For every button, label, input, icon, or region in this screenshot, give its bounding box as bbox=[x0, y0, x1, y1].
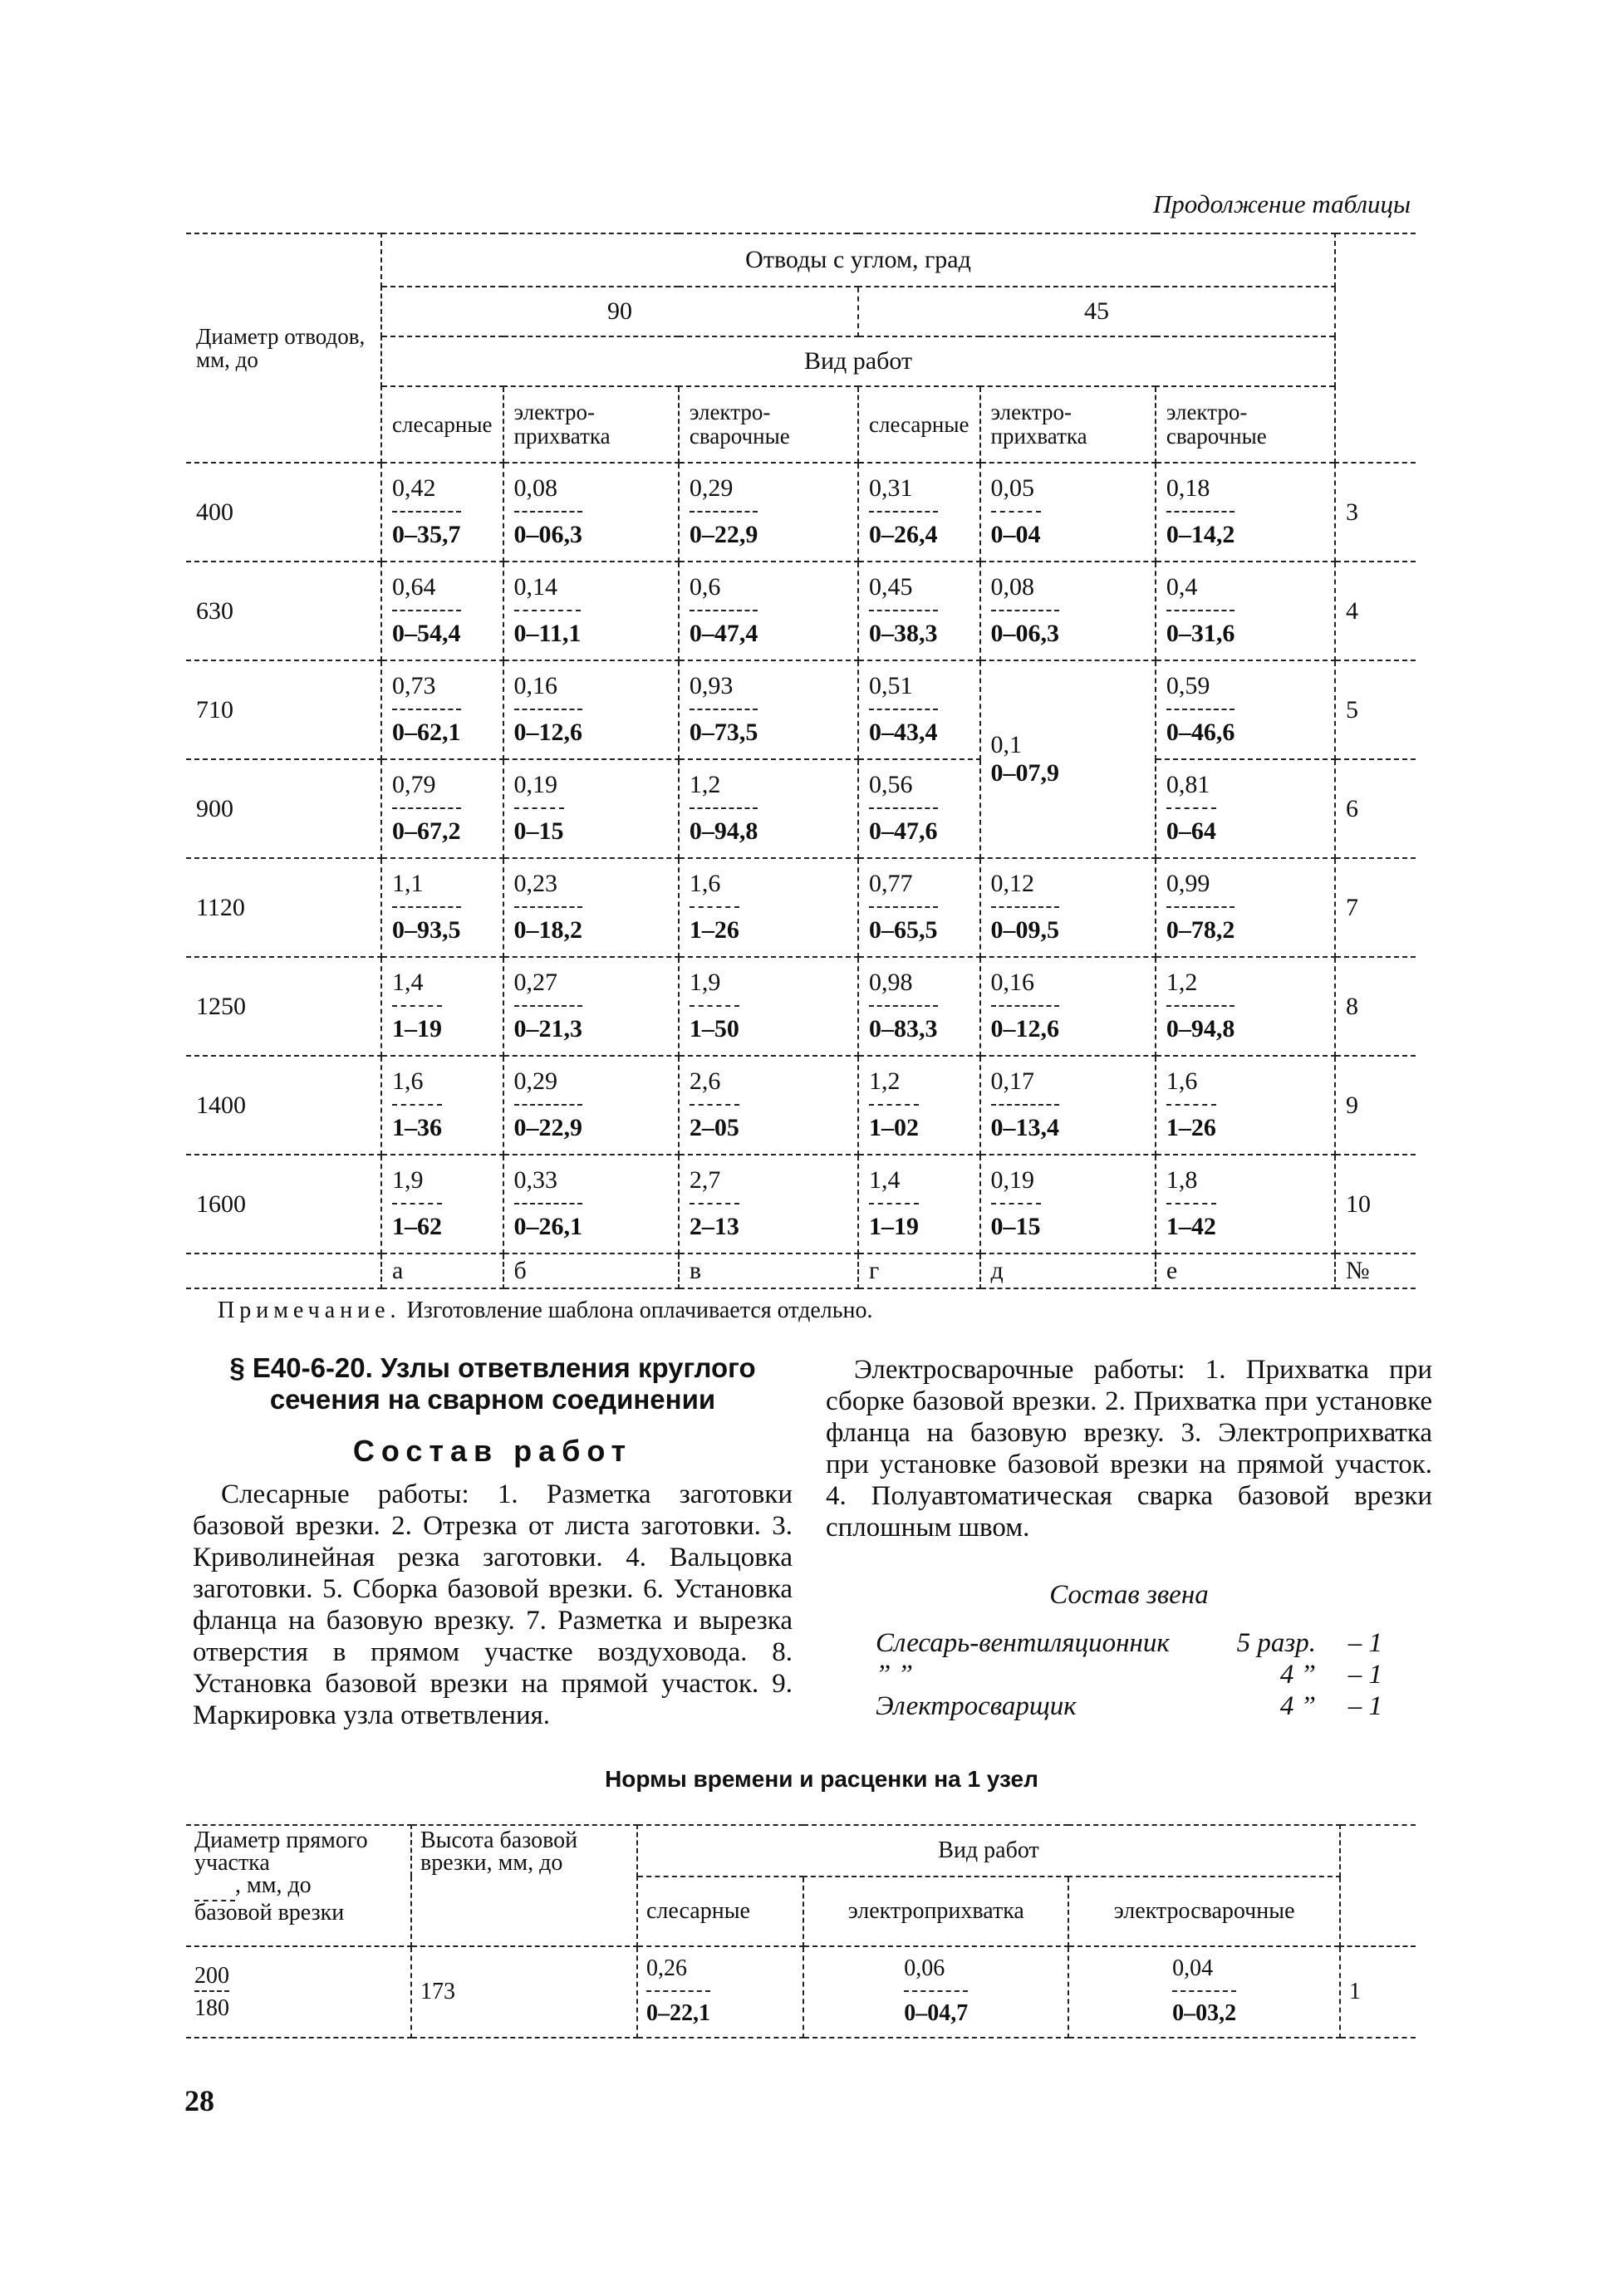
height-header: Высота базовой врезки, мм, до bbox=[411, 1825, 637, 1946]
welding-works-text: Электросварочные работы: 1. Прихватка при сборке базовой врезки. 2. Прихватка при установке фланца на базовую врезку. 3. Электроприхватка при установке базовой врезки на прямой участок. 4. Полуавтоматическая сварка базовой врезки сплошным швом. bbox=[826, 1355, 1432, 1543]
composition-title: Состав работ bbox=[352, 1434, 633, 1468]
row-number: 3 bbox=[1335, 463, 1416, 562]
row-number: 4 bbox=[1335, 562, 1416, 660]
rate-cell: $\frac{2,6}{2-05}$ bbox=[689, 1067, 739, 1141]
work-type-header-2: Вид работ bbox=[637, 1825, 1340, 1877]
row-diameter-2: $\frac{200}{180}$ bbox=[186, 1946, 411, 2038]
row-diameter: 710 bbox=[186, 660, 381, 759]
col-weld-45: электро-сварочные bbox=[1156, 386, 1335, 463]
rate-cell: $\frac{1,4}{1-19}$ bbox=[869, 1165, 919, 1240]
col-tack-2: электроприхватка bbox=[803, 1877, 1068, 1946]
norms-table-elbows bbox=[186, 233, 1416, 1289]
rate-cell: $\frac{0,06}{0-04,7}$ bbox=[904, 1955, 969, 2026]
rate-cell: $\frac{0,16}{0-12,6}$ bbox=[990, 968, 1059, 1043]
rate-cell: $\frac{0,73}{0-62,1}$ bbox=[392, 671, 461, 746]
rate-cell: $\frac{0,19}{0-15}$ bbox=[513, 770, 564, 845]
crew-list bbox=[876, 1627, 1432, 1722]
table-row bbox=[186, 858, 1416, 957]
rate-cell: $\frac{1,2}{0-94,8}$ bbox=[689, 770, 758, 845]
rate-cell: $\frac{0,98}{0-83,3}$ bbox=[869, 968, 938, 1043]
rate-cell: $\frac{1,2}{0-94,8}$ bbox=[1166, 968, 1235, 1043]
rate-cell: $\frac{0,29}{0-22,9}$ bbox=[513, 1067, 582, 1141]
row-diameter: 1600 bbox=[186, 1155, 381, 1253]
rate-cell: $\frac{0,59}{0-46,6}$ bbox=[1166, 671, 1235, 746]
col-letter: а bbox=[381, 1253, 503, 1288]
rate-cell: $\frac{1,2}{1-02}$ bbox=[869, 1067, 919, 1141]
row-number: 7 bbox=[1335, 858, 1416, 957]
rate-cell: $\frac{0,99}{0-78,2}$ bbox=[1166, 869, 1235, 944]
rate-cell: $\frac{0,14}{0-11,1}$ bbox=[513, 572, 582, 647]
note-text: Изготовление шаблона оплачивается отдельно. bbox=[400, 1298, 873, 1323]
col-locksmith-45: слесарные bbox=[858, 386, 980, 463]
rate-cell: $\frac{1,6}{1-26}$ bbox=[689, 869, 739, 944]
row-number: 10 bbox=[1335, 1155, 1416, 1253]
rate-cell: $\frac{0,23}{0-18,2}$ bbox=[513, 869, 582, 944]
rate-cell: $\frac{0,56}{0-47,6}$ bbox=[869, 770, 938, 845]
rate-cell: $\frac{0,04}{0-03,2}$ bbox=[1172, 1955, 1237, 2026]
diameter-header: Диаметр отводов, мм, до bbox=[186, 233, 381, 463]
row-diameter: 630 bbox=[186, 562, 381, 660]
rate-cell: $\frac{1,6}{1-26}$ bbox=[1166, 1067, 1216, 1141]
row-diameter: 400 bbox=[186, 463, 381, 562]
row-height: 173 bbox=[411, 1946, 637, 2038]
rate-cell: $\frac{0,18}{0-14,2}$ bbox=[1166, 473, 1235, 548]
table-row bbox=[186, 957, 1416, 1056]
col-letter: е bbox=[1156, 1253, 1335, 1288]
rate-cell: $\frac{0,4}{0-31,6}$ bbox=[1166, 572, 1235, 647]
rate-cell: $\frac{2,7}{2-13}$ bbox=[689, 1165, 739, 1240]
col-locksmith-2: слесарные bbox=[637, 1877, 803, 1946]
rate-cell: $\frac{0,08}{0-06,3}$ bbox=[513, 473, 582, 548]
letters-row bbox=[186, 1253, 1416, 1288]
section-title-line1: § Е40-6-20. Узлы ответвления круглого bbox=[229, 1352, 756, 1383]
col-locksmith-90: слесарные bbox=[381, 386, 503, 463]
crew-row: Слесарь-вентиляционник 5 разр. – 1 bbox=[876, 1628, 1382, 1658]
diameter-straight-header: Диаметр прямого участка , мм, до базовой врезки bbox=[186, 1825, 411, 1946]
crew-title: Состав звена bbox=[1049, 1580, 1209, 1610]
table-row bbox=[186, 1946, 1416, 2038]
norms-table-branches bbox=[186, 1824, 1416, 2038]
rate-cell: $\frac{0,6}{0-47,4}$ bbox=[689, 572, 758, 647]
rate-cell: $\frac{1,4}{1-19}$ bbox=[392, 968, 442, 1043]
rate-cell: $\frac{1,8}{1-42}$ bbox=[1166, 1165, 1216, 1240]
rate-cell: $\frac{0,81}{0-64}$ bbox=[1166, 770, 1216, 845]
crew-row: ” ” 4 ” – 1 bbox=[876, 1660, 1382, 1690]
table-row bbox=[186, 1056, 1416, 1155]
rate-cell: $\frac{0,79}{0-67,2}$ bbox=[392, 770, 461, 845]
note-label: Примечание. bbox=[218, 1298, 401, 1323]
angle-header: Отводы с углом, град bbox=[381, 233, 1335, 287]
col-letter: д bbox=[980, 1253, 1156, 1288]
col-tack-45: электро-прихватка bbox=[980, 386, 1156, 463]
rate-cell: $\frac{0,17}{0-13,4}$ bbox=[990, 1067, 1059, 1141]
row-number: 5 bbox=[1335, 660, 1416, 759]
continuation-caption: Продолжение таблицы bbox=[1152, 189, 1411, 218]
work-type-header: Вид работ bbox=[381, 336, 1335, 386]
rate-cell: $\frac{0,08}{0-06,3}$ bbox=[990, 572, 1059, 647]
row-number: 8 bbox=[1335, 957, 1416, 1056]
rate-cell: $\frac{1,9}{1-50}$ bbox=[689, 968, 739, 1043]
row-diameter: 1120 bbox=[186, 858, 381, 957]
table-row bbox=[186, 660, 1416, 759]
rate-cell: $\frac{0,93}{0-73,5}$ bbox=[689, 671, 758, 746]
col-tack-90: электро-прихватка bbox=[503, 386, 679, 463]
rate-cell: $\frac{0,31}{0-26,4}$ bbox=[869, 473, 938, 548]
row-number: 6 bbox=[1335, 759, 1416, 858]
locksmith-works-text: Слесарные работы: 1. Разметка заготовки базовой врезки. 2. Отрезка от листа заготовки. 3. Криволинейная резка заготовки. 4. Вальцовка заготовки. 5. Сборка базовой врезки. 6. Установка фланца на базовую врезку. 7. Разметка и вырезка отверстия в прямом участке воздуховода. 8. Установка базовой врезки на прямой участок. 9. Маркировка узла ответвления. bbox=[193, 1479, 793, 1730]
crew-row: Электросварщик 4 ” – 1 bbox=[876, 1691, 1382, 1721]
num-sign: № bbox=[1335, 1253, 1416, 1288]
rate-cell: $\frac{0,05}{0-04}$ bbox=[990, 473, 1041, 548]
rate-cell: $\frac{0,77}{0-65,5}$ bbox=[869, 869, 938, 944]
table-row bbox=[186, 1155, 1416, 1253]
page-number: 28 bbox=[184, 2084, 214, 2117]
left-column bbox=[193, 1352, 793, 1731]
row-number-2: 1 bbox=[1340, 1946, 1416, 2038]
table-note bbox=[218, 1298, 873, 1324]
rate-cell: $\frac{0,19}{0-15}$ bbox=[990, 1165, 1041, 1240]
rate-cell: $\frac{0,45}{0-38,3}$ bbox=[869, 572, 938, 647]
rate-cell: $\frac{0,51}{0-43,4}$ bbox=[869, 671, 938, 746]
rate-cell: $\frac{0,33}{0-26,1}$ bbox=[513, 1165, 582, 1240]
table-row bbox=[186, 562, 1416, 660]
row-number: 9 bbox=[1335, 1056, 1416, 1155]
col-letter: в bbox=[679, 1253, 858, 1288]
section-title-line2: сечения на сварном соединении bbox=[269, 1384, 716, 1415]
merged-rate-cell: 0,1 0–07,9 bbox=[980, 660, 1156, 858]
right-column bbox=[826, 1354, 1432, 1722]
col-letter: г bbox=[858, 1253, 980, 1288]
col-letter: б bbox=[503, 1253, 679, 1288]
norms-title: Нормы времени и расценки на 1 узел bbox=[605, 1766, 1038, 1792]
rate-cell: $\frac{0,42}{0-35,7}$ bbox=[392, 473, 461, 548]
table-row bbox=[186, 759, 1416, 858]
col-weld-90: электро-сварочные bbox=[679, 386, 858, 463]
rate-cell: $\frac{0,26}{0-22,1}$ bbox=[646, 1955, 710, 2026]
rate-cell: $\frac{0,64}{0-54,4}$ bbox=[392, 572, 461, 647]
rate-cell: $\frac{1,1}{0-93,5}$ bbox=[392, 869, 461, 944]
angle-45: 45 bbox=[858, 287, 1335, 336]
row-diameter: 900 bbox=[186, 759, 381, 858]
num-header-empty bbox=[1335, 233, 1416, 463]
rate-cell: $\frac{1,6}{1-36}$ bbox=[392, 1067, 442, 1141]
rate-cell: $\frac{1,9}{1-62}$ bbox=[392, 1165, 442, 1240]
col-weld-2: электросварочные bbox=[1068, 1877, 1340, 1946]
row-diameter: 1250 bbox=[186, 957, 381, 1056]
num-header-empty-2 bbox=[1340, 1825, 1416, 1946]
rate-cell: $\frac{0,12}{0-09,5}$ bbox=[990, 869, 1059, 944]
table-row bbox=[186, 463, 1416, 562]
rate-cell: $\frac{0,29}{0-22,9}$ bbox=[689, 473, 758, 548]
angle-90: 90 bbox=[381, 287, 858, 336]
rate-cell: $\frac{0,27}{0-21,3}$ bbox=[513, 968, 582, 1043]
rate-cell: $\frac{0,16}{0-12,6}$ bbox=[513, 671, 582, 746]
row-diameter: 1400 bbox=[186, 1056, 381, 1155]
